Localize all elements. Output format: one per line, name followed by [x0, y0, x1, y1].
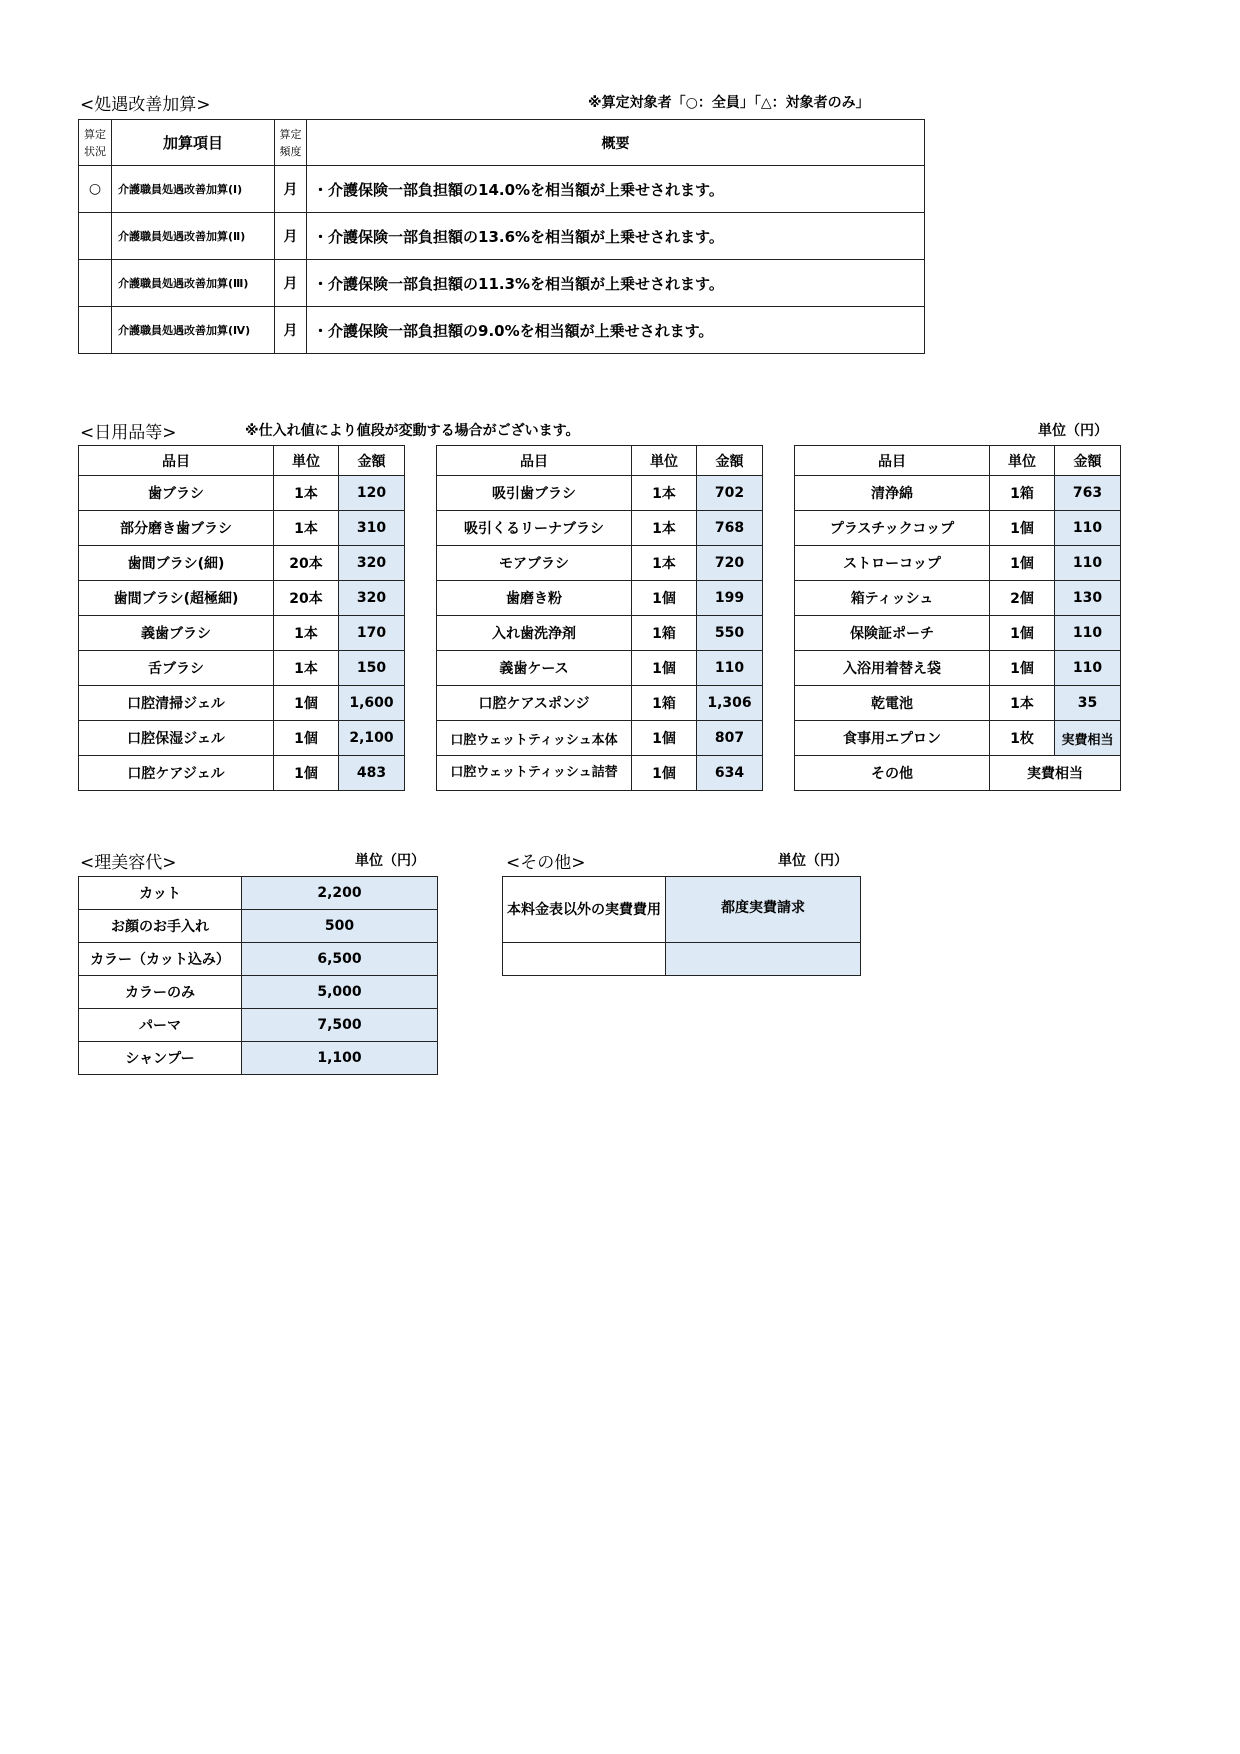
item-price: 150 — [339, 651, 405, 686]
item-unit: 1個 — [274, 686, 339, 721]
item-unit: 1本 — [990, 686, 1055, 721]
table-row — [79, 943, 438, 976]
item-price: 実費相当 — [1055, 721, 1121, 756]
item-name: プラスチックコップ — [795, 511, 990, 546]
table-row — [437, 581, 763, 616]
item-price: 763 — [1055, 476, 1121, 511]
service-name: カラー（カット込み） — [79, 943, 242, 976]
row-summary: ・介護保険一部負担額の11.3%を相当額が上乗せされます。 — [307, 260, 925, 307]
item-unit: 1個 — [990, 511, 1055, 546]
table-row — [79, 546, 405, 581]
biyo-unit: 単位（円） — [355, 853, 425, 869]
row-status: ○ — [79, 166, 112, 213]
service-price: 1,100 — [242, 1042, 438, 1075]
sonota-empty-label — [503, 943, 666, 976]
row-summary: ・介護保険一部負担額の9.0%を相当額が上乗せされます。 — [307, 307, 925, 354]
header-status: 算定 状況 — [79, 120, 112, 166]
row-status — [79, 260, 112, 307]
header-name: 品目 — [437, 446, 632, 476]
item-name: モアブラシ — [437, 546, 632, 581]
row-freq: 月 — [275, 307, 307, 354]
table-row — [79, 877, 438, 910]
item-name: 義歯ケース — [437, 651, 632, 686]
item-name: 部分磨き歯ブラシ — [79, 511, 274, 546]
item-price: 702 — [697, 476, 763, 511]
item-price: 120 — [339, 476, 405, 511]
service-name: パーマ — [79, 1009, 242, 1042]
item-unit: 1個 — [990, 546, 1055, 581]
shogu-note: ※算定対象者「○：全員」「△：対象者のみ」 — [588, 95, 870, 111]
header-price: 金額 — [339, 446, 405, 476]
sonota-table — [502, 876, 861, 976]
table-row — [79, 476, 405, 511]
service-price: 500 — [242, 910, 438, 943]
item-unit: 1本 — [632, 511, 697, 546]
item-name: 口腔ウェットティッシュ本体 — [437, 721, 632, 756]
table-row — [79, 1009, 438, 1042]
item-price: 199 — [697, 581, 763, 616]
table-row — [795, 511, 1121, 546]
item-price: 634 — [697, 756, 763, 791]
table-header-row — [437, 446, 763, 476]
service-price: 7,500 — [242, 1009, 438, 1042]
item-unit: 1個 — [632, 721, 697, 756]
table-row — [79, 910, 438, 943]
item-unit: 20本 — [274, 546, 339, 581]
item-price: 768 — [697, 511, 763, 546]
item-unit: 1個 — [990, 616, 1055, 651]
item-unit: 1本 — [632, 476, 697, 511]
nichiyo-table-1 — [78, 445, 405, 791]
item-unit: 1個 — [632, 581, 697, 616]
table-header-row — [79, 446, 405, 476]
item-name: 口腔保湿ジェル — [79, 721, 274, 756]
row-item: 介護職員処遇改善加算(Ⅲ) — [112, 260, 275, 307]
item-unit: 1本 — [274, 616, 339, 651]
item-price: 110 — [1055, 511, 1121, 546]
nichiyo-title: <日用品等> — [80, 423, 177, 443]
service-name: カット — [79, 877, 242, 910]
header-name: 品目 — [79, 446, 274, 476]
sonota-unit: 単位（円） — [778, 853, 848, 869]
item-price: 110 — [697, 651, 763, 686]
item-unit: 1個 — [990, 651, 1055, 686]
row-status — [79, 307, 112, 354]
item-unit: 1本 — [274, 476, 339, 511]
header-unit: 単位 — [274, 446, 339, 476]
table-row — [79, 976, 438, 1009]
table-row — [79, 511, 405, 546]
item-price: 170 — [339, 616, 405, 651]
shogu-table — [78, 119, 925, 354]
item-unit: 1箱 — [632, 616, 697, 651]
item-unit: 2個 — [990, 581, 1055, 616]
nichiyo-table-2 — [436, 445, 763, 791]
item-name: 入浴用着替え袋 — [795, 651, 990, 686]
table-row — [79, 1042, 438, 1075]
table-row — [437, 651, 763, 686]
row-freq: 月 — [275, 260, 307, 307]
nichiyo-note: ※仕入れ値により値段が変動する場合がございます。 — [245, 423, 580, 439]
table-header-row — [795, 446, 1121, 476]
header-unit: 単位 — [632, 446, 697, 476]
table-row — [79, 756, 405, 791]
table-row — [795, 721, 1121, 756]
table-row — [795, 546, 1121, 581]
table-row — [795, 581, 1121, 616]
item-unit: 1本 — [274, 511, 339, 546]
item-name: 食事用エプロン — [795, 721, 990, 756]
item-unit: 1個 — [632, 651, 697, 686]
table-row — [795, 651, 1121, 686]
table-row — [795, 686, 1121, 721]
item-price: 110 — [1055, 616, 1121, 651]
item-name: その他 — [795, 756, 990, 791]
header-price: 金額 — [1055, 446, 1121, 476]
table-row — [437, 686, 763, 721]
item-price: 110 — [1055, 546, 1121, 581]
item-name: 歯磨き粉 — [437, 581, 632, 616]
table-row — [79, 260, 925, 307]
item-price: 130 — [1055, 581, 1121, 616]
table-row — [437, 616, 763, 651]
row-item: 介護職員処遇改善加算(Ⅱ) — [112, 213, 275, 260]
item-name: 舌ブラシ — [79, 651, 274, 686]
row-status — [79, 213, 112, 260]
item-price: 807 — [697, 721, 763, 756]
item-name: 吸引くるリーナブラシ — [437, 511, 632, 546]
item-unit: 1箱 — [632, 686, 697, 721]
item-price: 実費相当 — [990, 756, 1121, 791]
item-name: 箱ティッシュ — [795, 581, 990, 616]
item-name: 乾電池 — [795, 686, 990, 721]
service-price: 6,500 — [242, 943, 438, 976]
item-price: 310 — [339, 511, 405, 546]
item-price: 35 — [1055, 686, 1121, 721]
table-row — [795, 616, 1121, 651]
nichiyo-unit: 単位（円） — [1038, 423, 1108, 439]
table-row — [79, 213, 925, 260]
table-row — [79, 651, 405, 686]
item-name: 吸引歯ブラシ — [437, 476, 632, 511]
item-price: 483 — [339, 756, 405, 791]
sonota-value: 都度実費請求 — [666, 877, 861, 943]
row-item: 介護職員処遇改善加算(Ⅳ) — [112, 307, 275, 354]
item-name: 口腔ウェットティッシュ詰替 — [437, 756, 632, 791]
table-row — [795, 476, 1121, 511]
header-name: 品目 — [795, 446, 990, 476]
item-price: 2,100 — [339, 721, 405, 756]
header-unit: 単位 — [990, 446, 1055, 476]
header-item: 加算項目 — [112, 120, 275, 166]
item-name: 口腔ケアスポンジ — [437, 686, 632, 721]
table-row — [79, 721, 405, 756]
header-summary: 概要 — [307, 120, 925, 166]
table-row — [437, 546, 763, 581]
sonota-title: <その他> — [506, 853, 586, 873]
table-row — [437, 721, 763, 756]
table-row — [79, 616, 405, 651]
item-price: 1,306 — [697, 686, 763, 721]
sonota-empty-value — [666, 943, 861, 976]
service-name: シャンプー — [79, 1042, 242, 1075]
row-summary: ・介護保険一部負担額の13.6%を相当額が上乗せされます。 — [307, 213, 925, 260]
shogu-header-row — [79, 120, 925, 166]
item-name: 歯間ブラシ(細) — [79, 546, 274, 581]
item-name: 口腔ケアジェル — [79, 756, 274, 791]
item-unit: 1個 — [274, 756, 339, 791]
table-row — [79, 166, 925, 213]
item-unit: 1個 — [632, 756, 697, 791]
shogu-title: <処遇改善加算> — [80, 95, 211, 115]
table-row — [79, 581, 405, 616]
table-row — [795, 756, 1121, 791]
service-price: 2,200 — [242, 877, 438, 910]
service-name: お顔のお手入れ — [79, 910, 242, 943]
table-row — [503, 877, 861, 943]
item-price: 110 — [1055, 651, 1121, 686]
item-price: 1,600 — [339, 686, 405, 721]
item-price: 320 — [339, 581, 405, 616]
item-unit: 1本 — [632, 546, 697, 581]
item-unit: 1箱 — [990, 476, 1055, 511]
item-name: 義歯ブラシ — [79, 616, 274, 651]
item-price: 320 — [339, 546, 405, 581]
item-unit: 1枚 — [990, 721, 1055, 756]
item-price: 550 — [697, 616, 763, 651]
item-price: 720 — [697, 546, 763, 581]
header-price: 金額 — [697, 446, 763, 476]
table-row — [79, 307, 925, 354]
table-row — [437, 756, 763, 791]
row-summary: ・介護保険一部負担額の14.0%を相当額が上乗せされます。 — [307, 166, 925, 213]
row-item: 介護職員処遇改善加算(Ⅰ) — [112, 166, 275, 213]
service-price: 5,000 — [242, 976, 438, 1009]
header-freq: 算定 頻度 — [275, 120, 307, 166]
table-row — [437, 476, 763, 511]
item-name: 保険証ポーチ — [795, 616, 990, 651]
item-unit: 1本 — [274, 651, 339, 686]
row-freq: 月 — [275, 166, 307, 213]
item-name: 入れ歯洗浄剤 — [437, 616, 632, 651]
table-row — [437, 511, 763, 546]
item-name: 歯ブラシ — [79, 476, 274, 511]
table-row — [503, 943, 861, 976]
nichiyo-table-3 — [794, 445, 1121, 791]
service-name: カラーのみ — [79, 976, 242, 1009]
biyo-table — [78, 876, 438, 1075]
sonota-label: 本料金表以外の実費費用 — [503, 877, 666, 943]
table-row — [79, 686, 405, 721]
item-unit: 20本 — [274, 581, 339, 616]
item-name: 歯間ブラシ(超極細) — [79, 581, 274, 616]
biyo-title: <理美容代> — [80, 853, 177, 873]
item-name: 清浄綿 — [795, 476, 990, 511]
item-name: 口腔清掃ジェル — [79, 686, 274, 721]
item-name: ストローコップ — [795, 546, 990, 581]
row-freq: 月 — [275, 213, 307, 260]
item-unit: 1個 — [274, 721, 339, 756]
